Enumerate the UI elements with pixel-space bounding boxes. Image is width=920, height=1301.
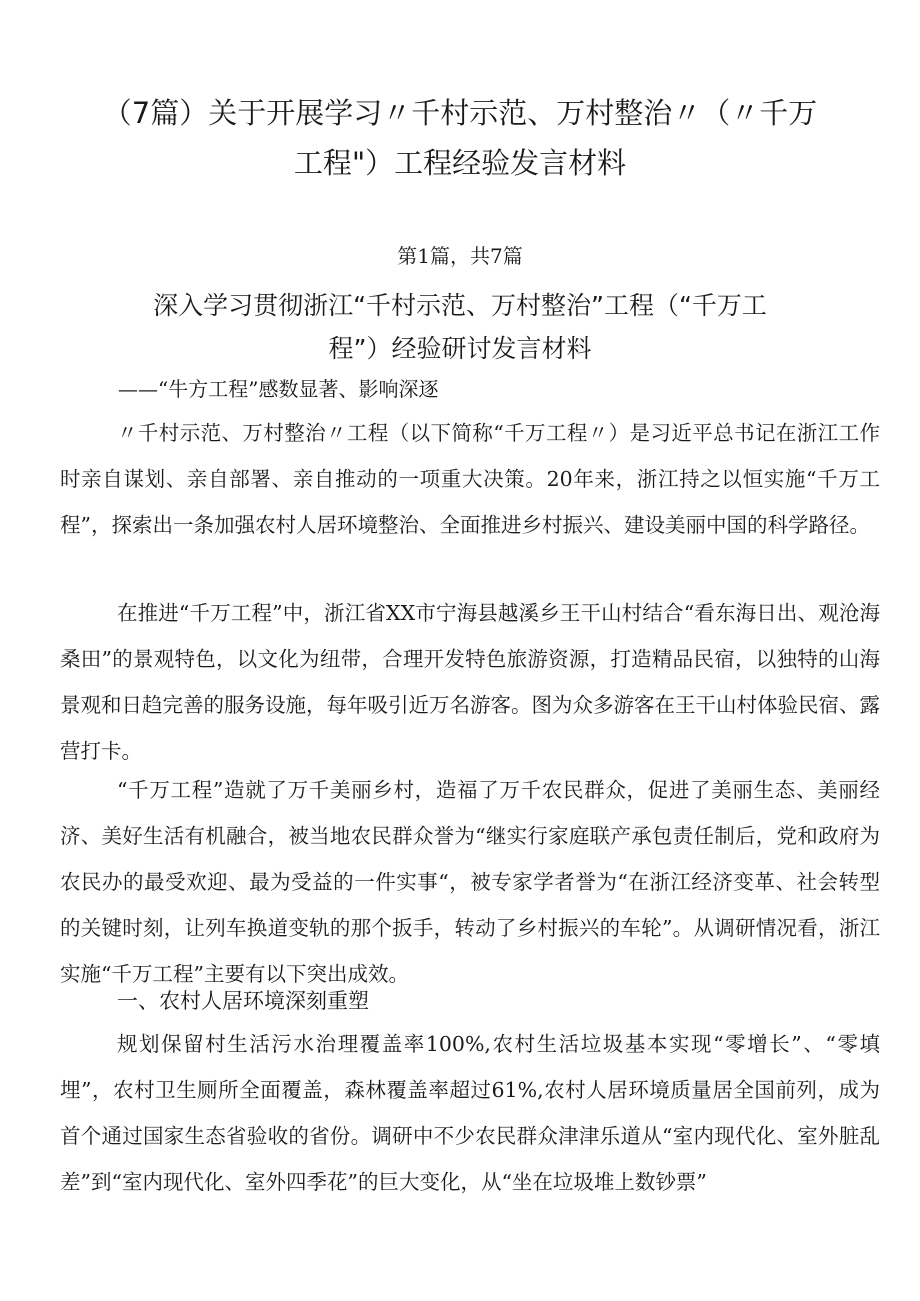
- paragraph-village-example: 在推进“千万工程”中，浙江省XX市宁海县越溪乡王干山村结合“看东海日出、观沧海桑田”的景观特色，以文化为纽带，合理开发特色旅游资源，打造精品民宿，以独特的山海景观和日趋完善的服务设施，每年吸引近万名游客。图为众多游客在王干山村体验民宿、露营打卡。: [60, 601, 880, 763]
- paragraph-intro: 〃千村示范、万村整治〃工程（以下简称“千万工程〃）是习近平总书记在浙江工作时亲自谋划、亲自部署、亲自推动的一项重大决策。20年来，浙江持之以恒实施“千万工程”，探索出一条加强农村人居环境整治、全面推进乡村振兴、建设美丽中国的科学路径。: [60, 421, 880, 537]
- document-title: （7篇）关于开展学习〃千村示范、万村整治〃（〃千万工程"）工程经验发言材料: [102, 96, 818, 180]
- paragraph-section-one: 规划保留村生活污水治理覆盖率100%,农村生活垃圾基本实现“零增长”、“零填埋”，农村卫生厕所全面覆盖，森林覆盖率超过61%,农村人居环境质量居全国前列，成为首个通过国家生态省验收的省份。调研中不少农民群众津津乐道从“室内现代化、室外脏乱差”到“室内现代化、室外四季花”的巨大变化，从“坐在垃圾堆上数钞票”: [60, 1032, 880, 1194]
- part-indicator: 第1篇，共7篇: [397, 244, 523, 268]
- section-heading: 一、农村人居环境深刻重塑: [117, 989, 369, 1013]
- paragraph-achievements: “千万工程”造就了万千美丽乡村，造福了万千农民群众，促进了美丽生态、美丽经济、美好生活有机融合，被当地农民群众誉为“继实行家庭联产承包责任制后，党和政府为农民办的最受欢迎、最为受益的一件实事“，被专家学者誉为“在浙江经济变革、社会转型的关键时刻，让列车换道变轨的那个扳手，转动了乡村振兴的车轮”。从调研情况看，浙江实施“千万工程”主要有以下突出成效。: [60, 778, 880, 986]
- article-subtitle: ——“牛方工程”感数显著、影响深逐: [118, 377, 439, 401]
- article-title: 深入学习贯彻浙江“千村示范、万村整治”工程（“千万工程”）经验研讨发言材料: [153, 291, 767, 363]
